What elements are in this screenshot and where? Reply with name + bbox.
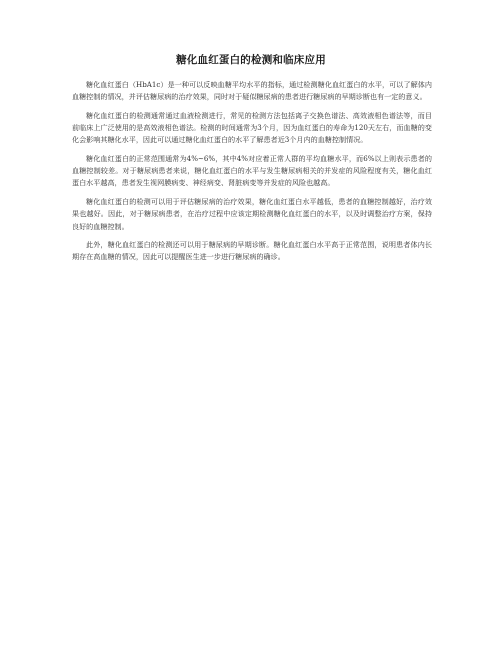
document-title: 糖化血红蛋白的检测和临床应用	[176, 54, 326, 66]
document-body	[72, 79, 432, 270]
paragraph-hba1c-intro: 糖化血红蛋白（HbA1c）是一种可以反映血糖平均水平的指标，通过检测糖化血红蛋白的水平，可以了解体内血糖控制的情况，并评估糖尿病的治疗效果，同时对于疑似糖尿病的患者进行糖尿病的早期诊断也有一定的意义。	[72, 80, 432, 102]
paragraph-early-diagnosis: 此外，糖化血红蛋白的检测还可以用于糖尿病的早期诊断。糖化血红蛋白水平高于正常范围，说明患者体内长期存在高血糖的情况，因此可以提醒医生进一步进行糖尿病的确诊。	[72, 240, 432, 262]
paragraph-detection-method: 糖化血红蛋白的检测通常通过血液检测进行，常见的检测方法包括离子交换色谱法、高效液相色谱法等，而目前临床上广泛使用的是高效液相色谱法。检测的时间通常为3个月，因为血红蛋白的寿命为120天左右，而血糖的变化会影响其糖化水平，因此可以通过糖化血红蛋白的水平了解患者近3个月内的血糖控制情况。	[72, 110, 432, 145]
paragraph-treatment-evaluation: 糖化血红蛋白的检测可以用于评估糖尿病的治疗效果，糖化血红蛋白水平越低，患者的血糖控制越好，治疗效果也越好。因此，对于糖尿病患者，在治疗过程中应该定期检测糖化血红蛋白的水平，以及时调整治疗方案，保持良好的血糖控制。	[72, 197, 432, 231]
paragraph-normal-range: 糖化血红蛋白的正常范围通常为4%~6%，其中4%对应着正常人群的平均血糖水平，而6%以上则表示患者的血糖控制较差。对于糖尿病患者来说，糖化血红蛋白的水平与发生糖尿病相关的并发症的风险程度有关，糖化血红蛋白水平越高，患者发生视网膜病变、神经病变、肾脏病变等并发症的风险也越高。	[72, 154, 432, 188]
